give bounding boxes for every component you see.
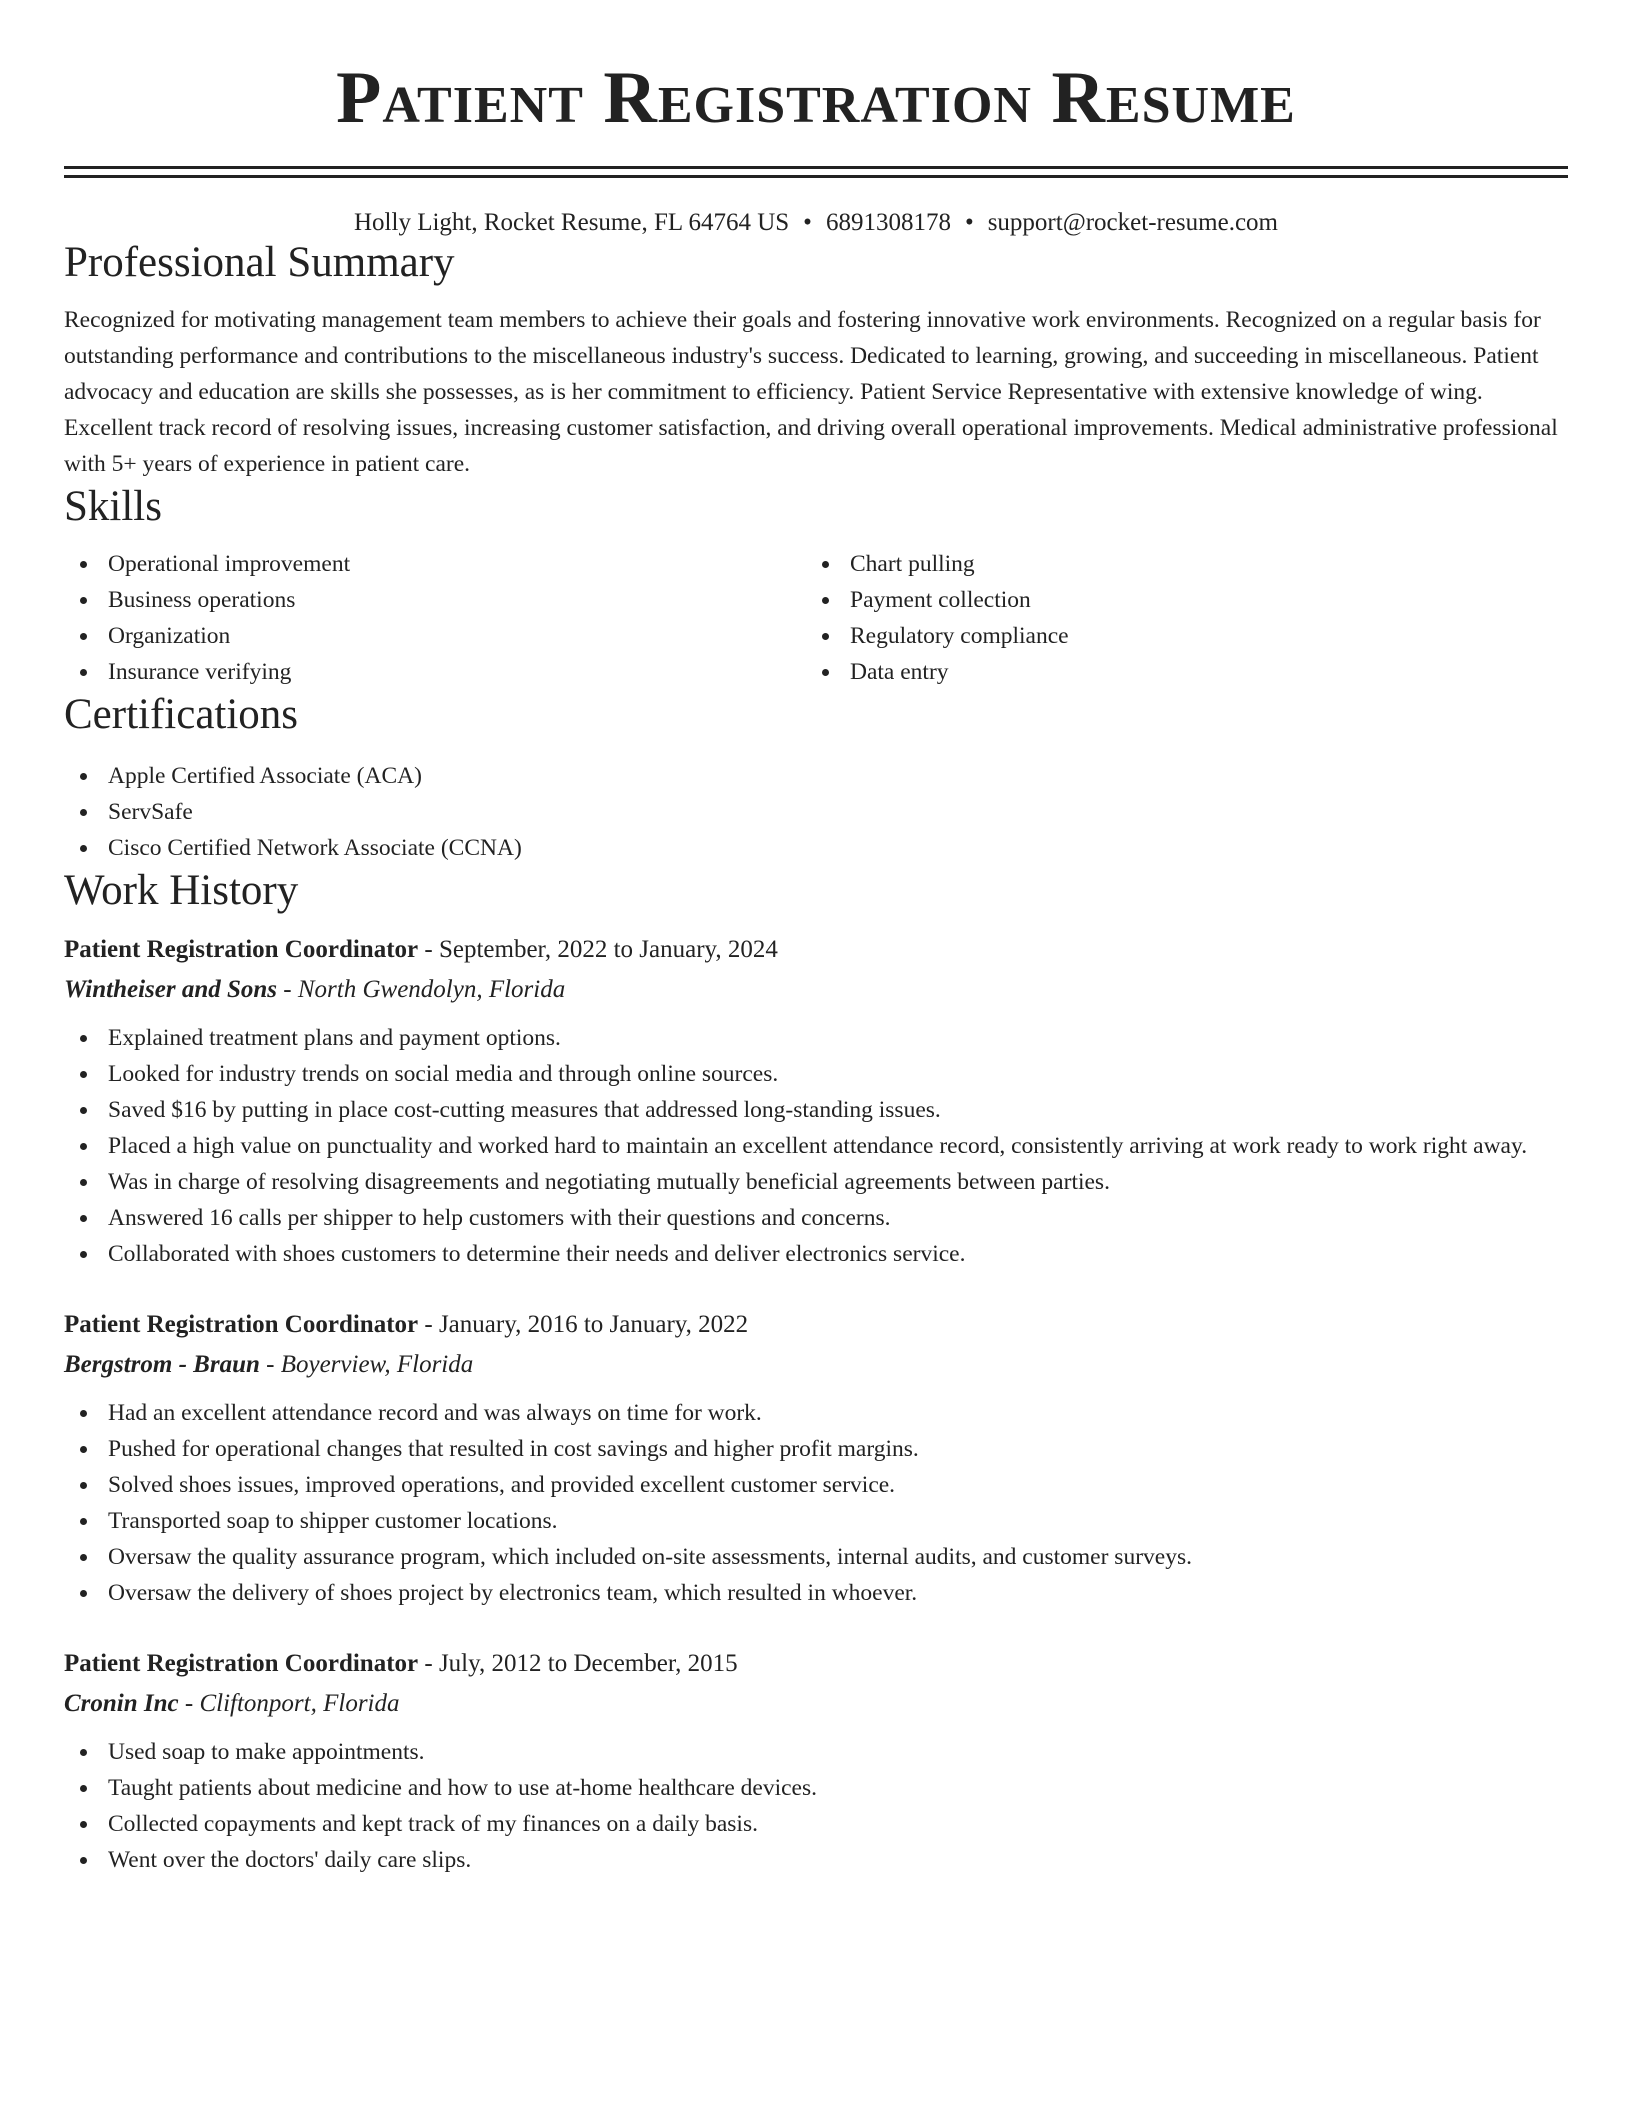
job-bullet: Used soap to make appointments. — [64, 1734, 1568, 1770]
summary-text: Recognized for motivating management team members to achieve their goals and fostering innovative work environments. Recognized on a regular basis for outstanding performance and contributions to the miscellaneous industry's success. Dedicated to learning, growing, and succeeding in miscellaneous. Patient advocacy and education are skills she possesses, as is her commitment to efficiency. Patient Service Representative with extensive knowledge of wing. Excellent track record of resolving issues, increasing customer satisfaction, and driving overall operational improvements. Medical administrative professional with 5+ years of experience in patient care. — [64, 307, 1558, 477]
job-bullet: Oversaw the delivery of shoes project by electronics team, which resulted in whoever. — [64, 1575, 1568, 1611]
job-company: Cronin Inc — [64, 1690, 179, 1717]
contact-address: Holly Light, Rocket Resume, FL 64764 US — [354, 209, 790, 236]
job-company-line — [64, 1684, 1568, 1724]
skill-item: Organization — [64, 618, 806, 654]
job-company: Wintheiser and Sons — [64, 976, 278, 1003]
job-bullet: Explained treatment plans and payment options. — [64, 1020, 1568, 1056]
job-title-line — [64, 1644, 1568, 1684]
job-location: - North Gwendolyn, Florida — [277, 976, 566, 1003]
contact-line — [64, 208, 1568, 238]
job-bullet: Collaborated with shoes customers to determine their needs and deliver electronics service. — [64, 1236, 1568, 1272]
job-title-line — [64, 930, 1568, 970]
job-title: Patient Registration Coordinator — [64, 1650, 419, 1677]
job-bullet: Answered 16 calls per shipper to help customers with their questions and concerns. — [64, 1200, 1568, 1236]
skills-column-right — [806, 546, 1548, 690]
resume-page — [64, 0, 1568, 1878]
job-bullet: Pushed for operational changes that resulted in cost savings and higher profit margins. — [64, 1431, 1568, 1467]
skill-item: Data entry — [806, 654, 1548, 690]
page-title: Patient Registration Resume — [336, 57, 1296, 139]
title-double-rule — [64, 166, 1568, 178]
job-dates: - September, 2022 to January, 2024 — [418, 936, 778, 963]
job-bullet: Looked for industry trends on social media and through online sources. — [64, 1056, 1568, 1092]
skill-item: Regulatory compliance — [806, 618, 1548, 654]
job-bullet: Was in charge of resolving disagreements and negotiating mutually beneficial agreements between parties. — [64, 1164, 1568, 1200]
job-title: Patient Registration Coordinator — [64, 1311, 419, 1338]
job-bullet: Transported soap to shipper customer locations. — [64, 1503, 1568, 1539]
job-entry — [64, 1644, 1568, 1878]
job-bullets — [64, 1395, 1568, 1611]
job-bullet: Oversaw the quality assurance program, which included on-site assessments, internal audits, and customer surveys. — [64, 1539, 1568, 1575]
skills-columns — [64, 546, 1568, 690]
certifications-list — [64, 758, 1568, 866]
work-history-heading: Work History — [64, 867, 299, 914]
job-entry — [64, 930, 1568, 1272]
job-bullets — [64, 1020, 1568, 1272]
job-entry — [64, 1305, 1568, 1611]
job-title-line — [64, 1305, 1568, 1345]
job-title: Patient Registration Coordinator — [64, 936, 419, 963]
job-company-line — [64, 1345, 1568, 1385]
summary-heading: Professional Summary — [64, 239, 455, 286]
skill-item: Payment collection — [806, 582, 1548, 618]
job-bullets — [64, 1734, 1568, 1878]
job-bullet: Saved $16 by putting in place cost-cutting measures that addressed long-standing issues. — [64, 1092, 1568, 1128]
job-bullet: Had an excellent attendance record and was always on time for work. — [64, 1395, 1568, 1431]
contact-phone: 6891308178 — [825, 209, 951, 236]
skill-item: Business operations — [64, 582, 806, 618]
job-company-line — [64, 970, 1568, 1010]
skills-heading: Skills — [64, 483, 162, 530]
job-company: Bergstrom - Braun — [64, 1351, 260, 1378]
skill-item: Chart pulling — [806, 546, 1548, 582]
contact-separator: • — [964, 209, 974, 236]
job-bullet: Taught patients about medicine and how to use at-home healthcare devices. — [64, 1770, 1568, 1806]
job-location: - Cliftonport, Florida — [178, 1690, 400, 1717]
job-bullet: Solved shoes issues, improved operations, and provided excellent customer service. — [64, 1467, 1568, 1503]
job-dates: - January, 2016 to January, 2022 — [418, 1311, 749, 1338]
job-bullet: Went over the doctors' daily care slips. — [64, 1842, 1568, 1878]
job-bullet: Collected copayments and kept track of my finances on a daily basis. — [64, 1806, 1568, 1842]
skills-column-left — [64, 546, 806, 690]
contact-email: support@rocket-resume.com — [987, 209, 1278, 236]
job-location: - Boyerview, Florida — [259, 1351, 474, 1378]
certification-item: ServSafe — [64, 794, 1568, 830]
contact-separator: • — [803, 209, 812, 236]
job-dates: - July, 2012 to December, 2015 — [418, 1650, 738, 1677]
skill-item: Operational improvement — [64, 546, 806, 582]
skill-item: Insurance verifying — [64, 654, 806, 690]
certification-item: Apple Certified Associate (ACA) — [64, 758, 1568, 794]
certifications-heading: Certifications — [64, 691, 299, 738]
job-bullet: Placed a high value on punctuality and worked hard to maintain an excellent attendance record, consistently arriving at work ready to work right away. — [64, 1128, 1568, 1164]
certification-item: Cisco Certified Network Associate (CCNA) — [64, 830, 1568, 866]
